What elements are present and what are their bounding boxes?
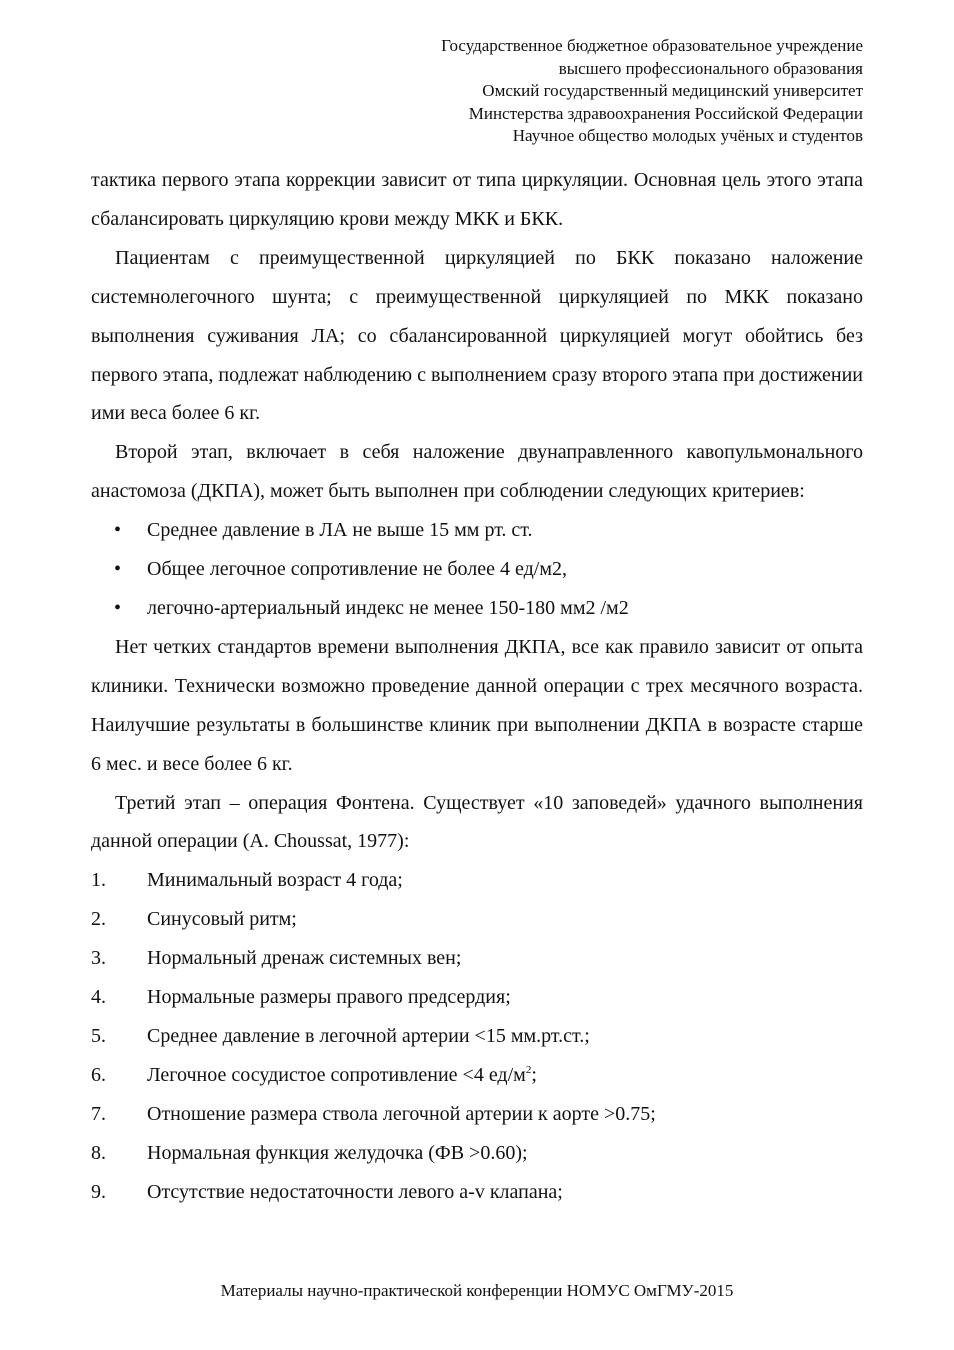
list-item-number: 4. — [91, 986, 106, 1009]
list-item-number: 8. — [91, 1141, 106, 1164]
list-item — [91, 1134, 863, 1173]
list-item-text: Нормальные размеры правого предсердия; — [147, 986, 511, 1009]
paragraph-third-stage: Третий этап – операция Фонтена. Существует «10 заповедей» удачного выполнения данной операции (A. Choussat, 1977): — [91, 791, 863, 853]
list-item-text: Нормальная функция желудочка (ФВ >0.60); — [147, 1141, 528, 1164]
list-item-number: 7. — [91, 1102, 106, 1125]
header-line: Минстерства здравоохранения Российской Федерации — [468, 103, 863, 123]
header-line: высшего профессионального образования — [558, 58, 863, 78]
list-item-text: Отсутствие недостаточности левого a-v клапана; — [147, 1180, 563, 1203]
header-line: Омский государственный медицинский университет — [482, 81, 863, 100]
list-item-text: Нормальный дренаж системных вен; — [147, 947, 462, 970]
bullet-icon: • — [114, 558, 122, 581]
paragraph-second-stage: Второй этап, включает в себя наложение двунаправленного кавопульмонального анастомоза (ДКПА), может быть выполнен при соблюдении следующих критериев: — [91, 441, 863, 503]
list-item-number: 3. — [91, 947, 106, 970]
list-item-number: 9. — [91, 1180, 106, 1203]
list-item — [91, 589, 863, 628]
list-item — [91, 1056, 863, 1095]
list-item-text-main: Легочное сосудистое сопротивление <4 ед/м — [147, 1063, 526, 1086]
paragraph-first-stage-options: Пациентам с преимущественной циркуляцией по БКК показано наложение системнолегочного шунта; с преимущественной циркуляцией по МКК показано выполнения суживания ЛА; со сбалансированной циркуляцией могут обойтись без первого этапа, подлежат наблюдению с выполнением сразу второго этапа при достижении ими веса более 6 кг. — [91, 246, 863, 425]
list-item-number: 5. — [91, 1024, 106, 1047]
list-item-text: Отношение размера ствола легочной артерии к аорте >0.75; — [147, 1102, 656, 1125]
list-item-text: Синусовый ритм; — [147, 908, 297, 931]
bullet-icon: • — [114, 519, 122, 542]
bullet-icon: • — [114, 596, 122, 619]
page-footer: Материалы научно-практической конференции НОМУС ОмГМУ-2015 — [220, 1281, 734, 1300]
list-item-text: Среднее давление в ЛА не выше 15 мм рт. ст. — [147, 519, 533, 542]
fontan-criteria-numbered-list — [91, 861, 863, 1211]
list-item-text-tail: ; — [531, 1063, 537, 1086]
superscript: 2 — [525, 1063, 532, 1076]
paragraph-first-stage-goal: тактика первого этапа коррекции зависит от типа циркуляции. Основная цель этого этапа сбалансировать циркуляцию крови между МКК и БКК. — [91, 169, 863, 230]
article-body — [91, 161, 863, 1211]
list-item-text: Среднее давление в легочной артерии <15 мм.рт.ст.; — [147, 1024, 590, 1047]
list-item-number: 2. — [91, 908, 106, 931]
list-item — [91, 861, 863, 900]
paragraph-dkpa-timing: Нет четких стандартов времени выполнения ДКПА, все как правило зависит от опыта клиники. Технически возможно проведение данной операции с трех месячного возраста. Наилучшие результаты в большинстве клиник при выполнении ДКПА в возрасте старше 6 мес. и весе более 6 кг. — [91, 635, 863, 775]
list-item — [91, 900, 863, 939]
list-item — [91, 550, 863, 589]
list-item — [91, 1017, 863, 1056]
institution-header — [223, 35, 863, 148]
list-item-text: Общее легочное сопротивление не более 4 ед/м2, — [147, 558, 568, 581]
list-item — [91, 511, 863, 550]
header-line: Научное общество молодых учёных и студентов — [512, 126, 863, 145]
list-item — [91, 939, 863, 978]
list-item — [91, 1173, 863, 1212]
criteria-bullet-list — [91, 511, 863, 628]
list-item — [91, 1095, 863, 1134]
list-item-number: 6. — [91, 1063, 106, 1086]
list-item — [91, 978, 863, 1017]
list-item-text — [147, 1056, 537, 1095]
list-item-text: легочно-артериальный индекс не менее 150-180 мм2 /м2 — [147, 596, 629, 619]
list-item-text: Минимальный возраст 4 года; — [147, 869, 403, 892]
header-line: Государственное бюджетное образовательное учреждение — [441, 36, 863, 55]
list-item-number: 1. — [91, 869, 106, 892]
